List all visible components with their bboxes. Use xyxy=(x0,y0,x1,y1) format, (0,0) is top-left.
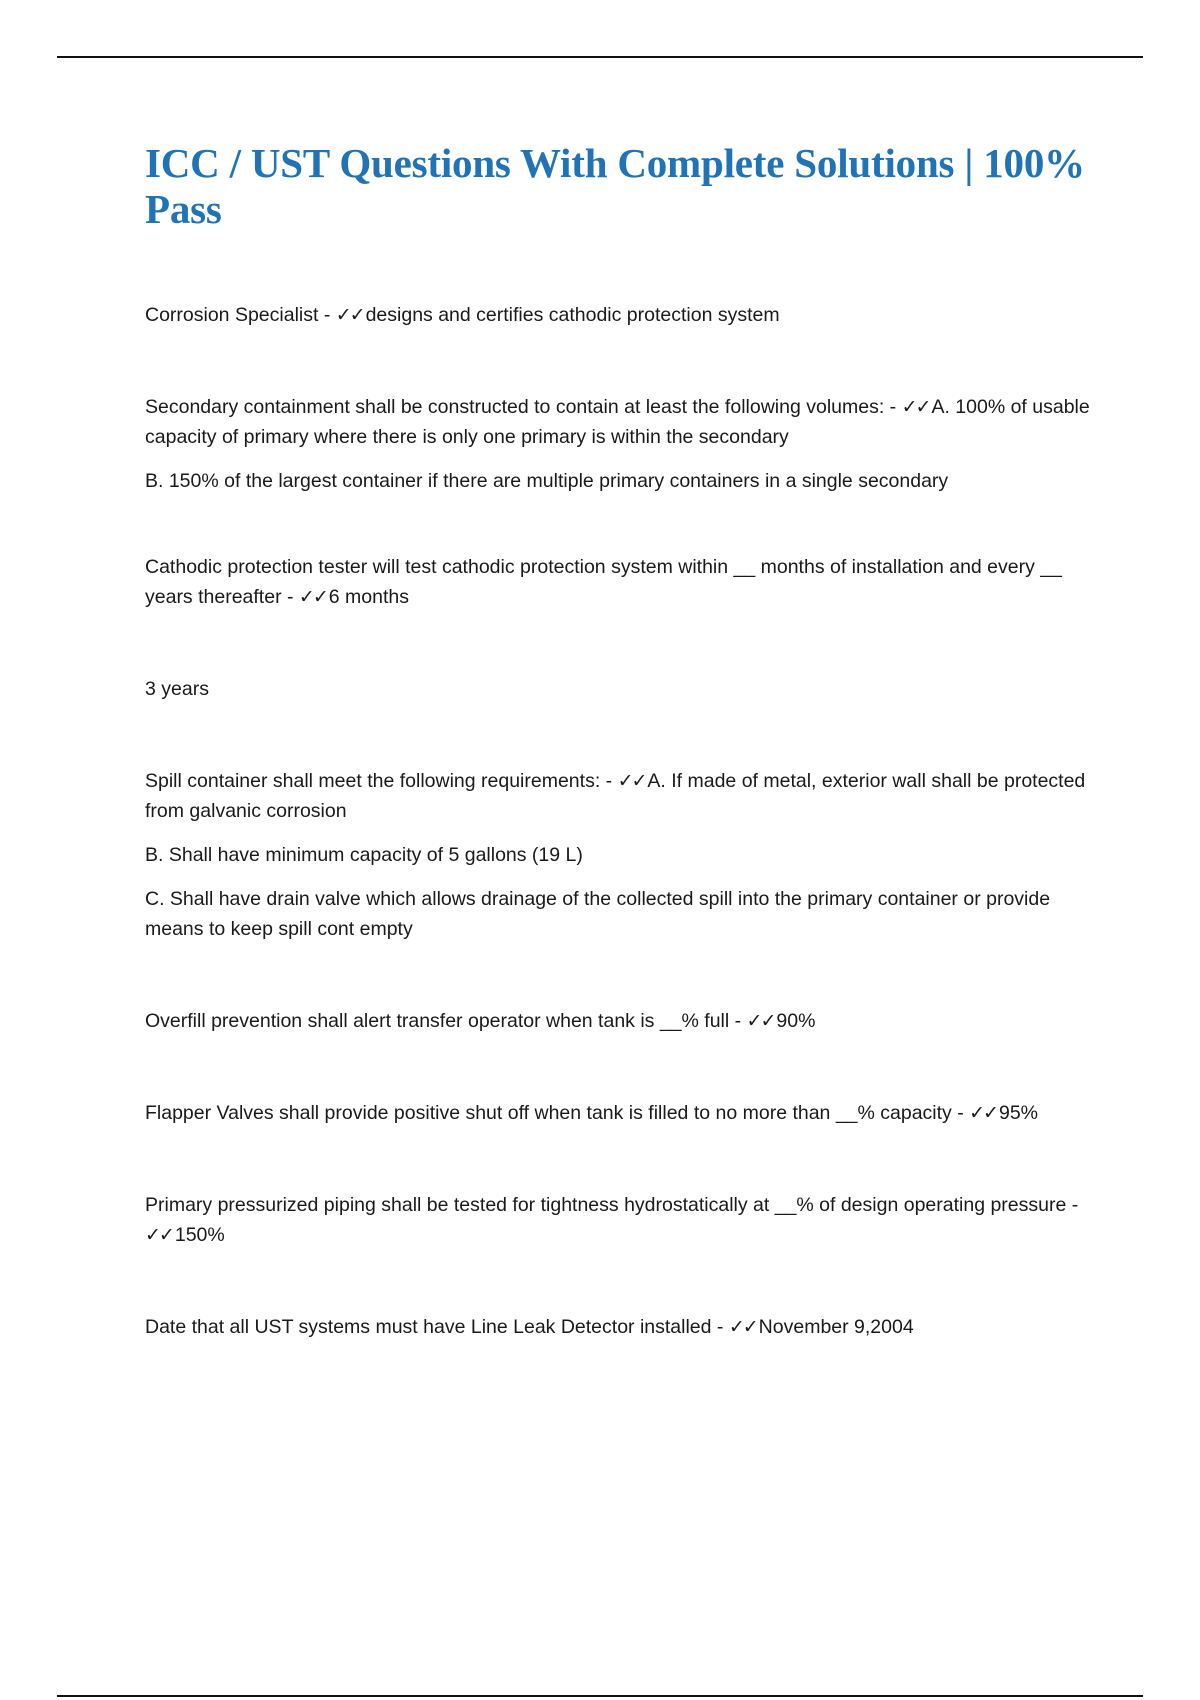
qa-item xyxy=(145,1312,1090,1342)
qa-list xyxy=(145,300,1090,1342)
qa-item xyxy=(145,1190,1090,1250)
answer-continuation: C. Shall have drain valve which allows drainage of the collected spill into the primary container or provide means to keep spill cont empty xyxy=(145,888,1051,940)
qa-item xyxy=(145,300,1090,330)
check-icon: ✓✓ xyxy=(145,1224,173,1246)
answer-continuation: 3 years xyxy=(145,678,209,700)
qa-item xyxy=(145,1098,1090,1128)
check-icon: ✓✓ xyxy=(969,1102,997,1124)
question-text: Flapper Valves shall provide positive shut off when tank is filled to no more than __% capacity - xyxy=(145,1102,970,1124)
qa-item xyxy=(145,1006,1090,1036)
check-icon: ✓✓ xyxy=(298,586,327,608)
answer-text: 6 months xyxy=(328,586,409,608)
qa-item xyxy=(145,766,1090,826)
check-icon: ✓✓ xyxy=(335,304,364,326)
question-text: Date that all UST systems must have Line Leak Detector installed - xyxy=(145,1316,729,1338)
answer-continuation: B. Shall have minimum capacity of 5 gallons (19 L) xyxy=(145,844,583,866)
check-icon: ✓✓ xyxy=(746,1010,775,1032)
footer-rule xyxy=(57,1695,1143,1697)
question-text: Primary pressurized piping shall be tested for tightness hydrostatically at __% of design operating pressure - xyxy=(145,1194,1079,1216)
check-icon: ✓✓ xyxy=(728,1316,757,1338)
question-text: Cathodic protection tester will test cathodic protection system within __ months of installation and every __ years thereafter - xyxy=(145,556,1062,608)
check-icon: ✓✓ xyxy=(617,770,646,792)
answer-text: November 9,2004 xyxy=(758,1316,914,1338)
document-title: ICC / UST Questions With Complete Solutions | 100% Pass xyxy=(145,140,1085,232)
answer-text: A. 100% of usable capacity of primary where there is only one primary is within the secondary xyxy=(145,396,1090,448)
question-text: Spill container shall meet the following requirements: - xyxy=(145,770,618,792)
check-icon: ✓✓ xyxy=(901,396,930,418)
qa-item xyxy=(145,392,1090,452)
answer-text: 90% xyxy=(776,1010,816,1032)
question-text: Corrosion Specialist - xyxy=(145,304,336,326)
document-body xyxy=(145,140,1090,1342)
answer-text: 95% xyxy=(998,1102,1039,1124)
question-text: Secondary containment shall be constructed to contain at least the following volumes: - xyxy=(145,396,902,418)
question-text: Overfill prevention shall alert transfer operator when tank is __% full - xyxy=(145,1010,747,1032)
qa-item xyxy=(145,552,1090,612)
answer-continuation: B. 150% of the largest container if there are multiple primary containers in a single secondary xyxy=(145,470,949,492)
answer-text: A. If made of metal, exterior wall shall be protected from galvanic corrosion xyxy=(145,770,1086,822)
answer-text: 150% xyxy=(174,1224,225,1246)
header-rule xyxy=(57,56,1143,58)
answer-text: designs and certifies cathodic protection system xyxy=(365,304,780,326)
